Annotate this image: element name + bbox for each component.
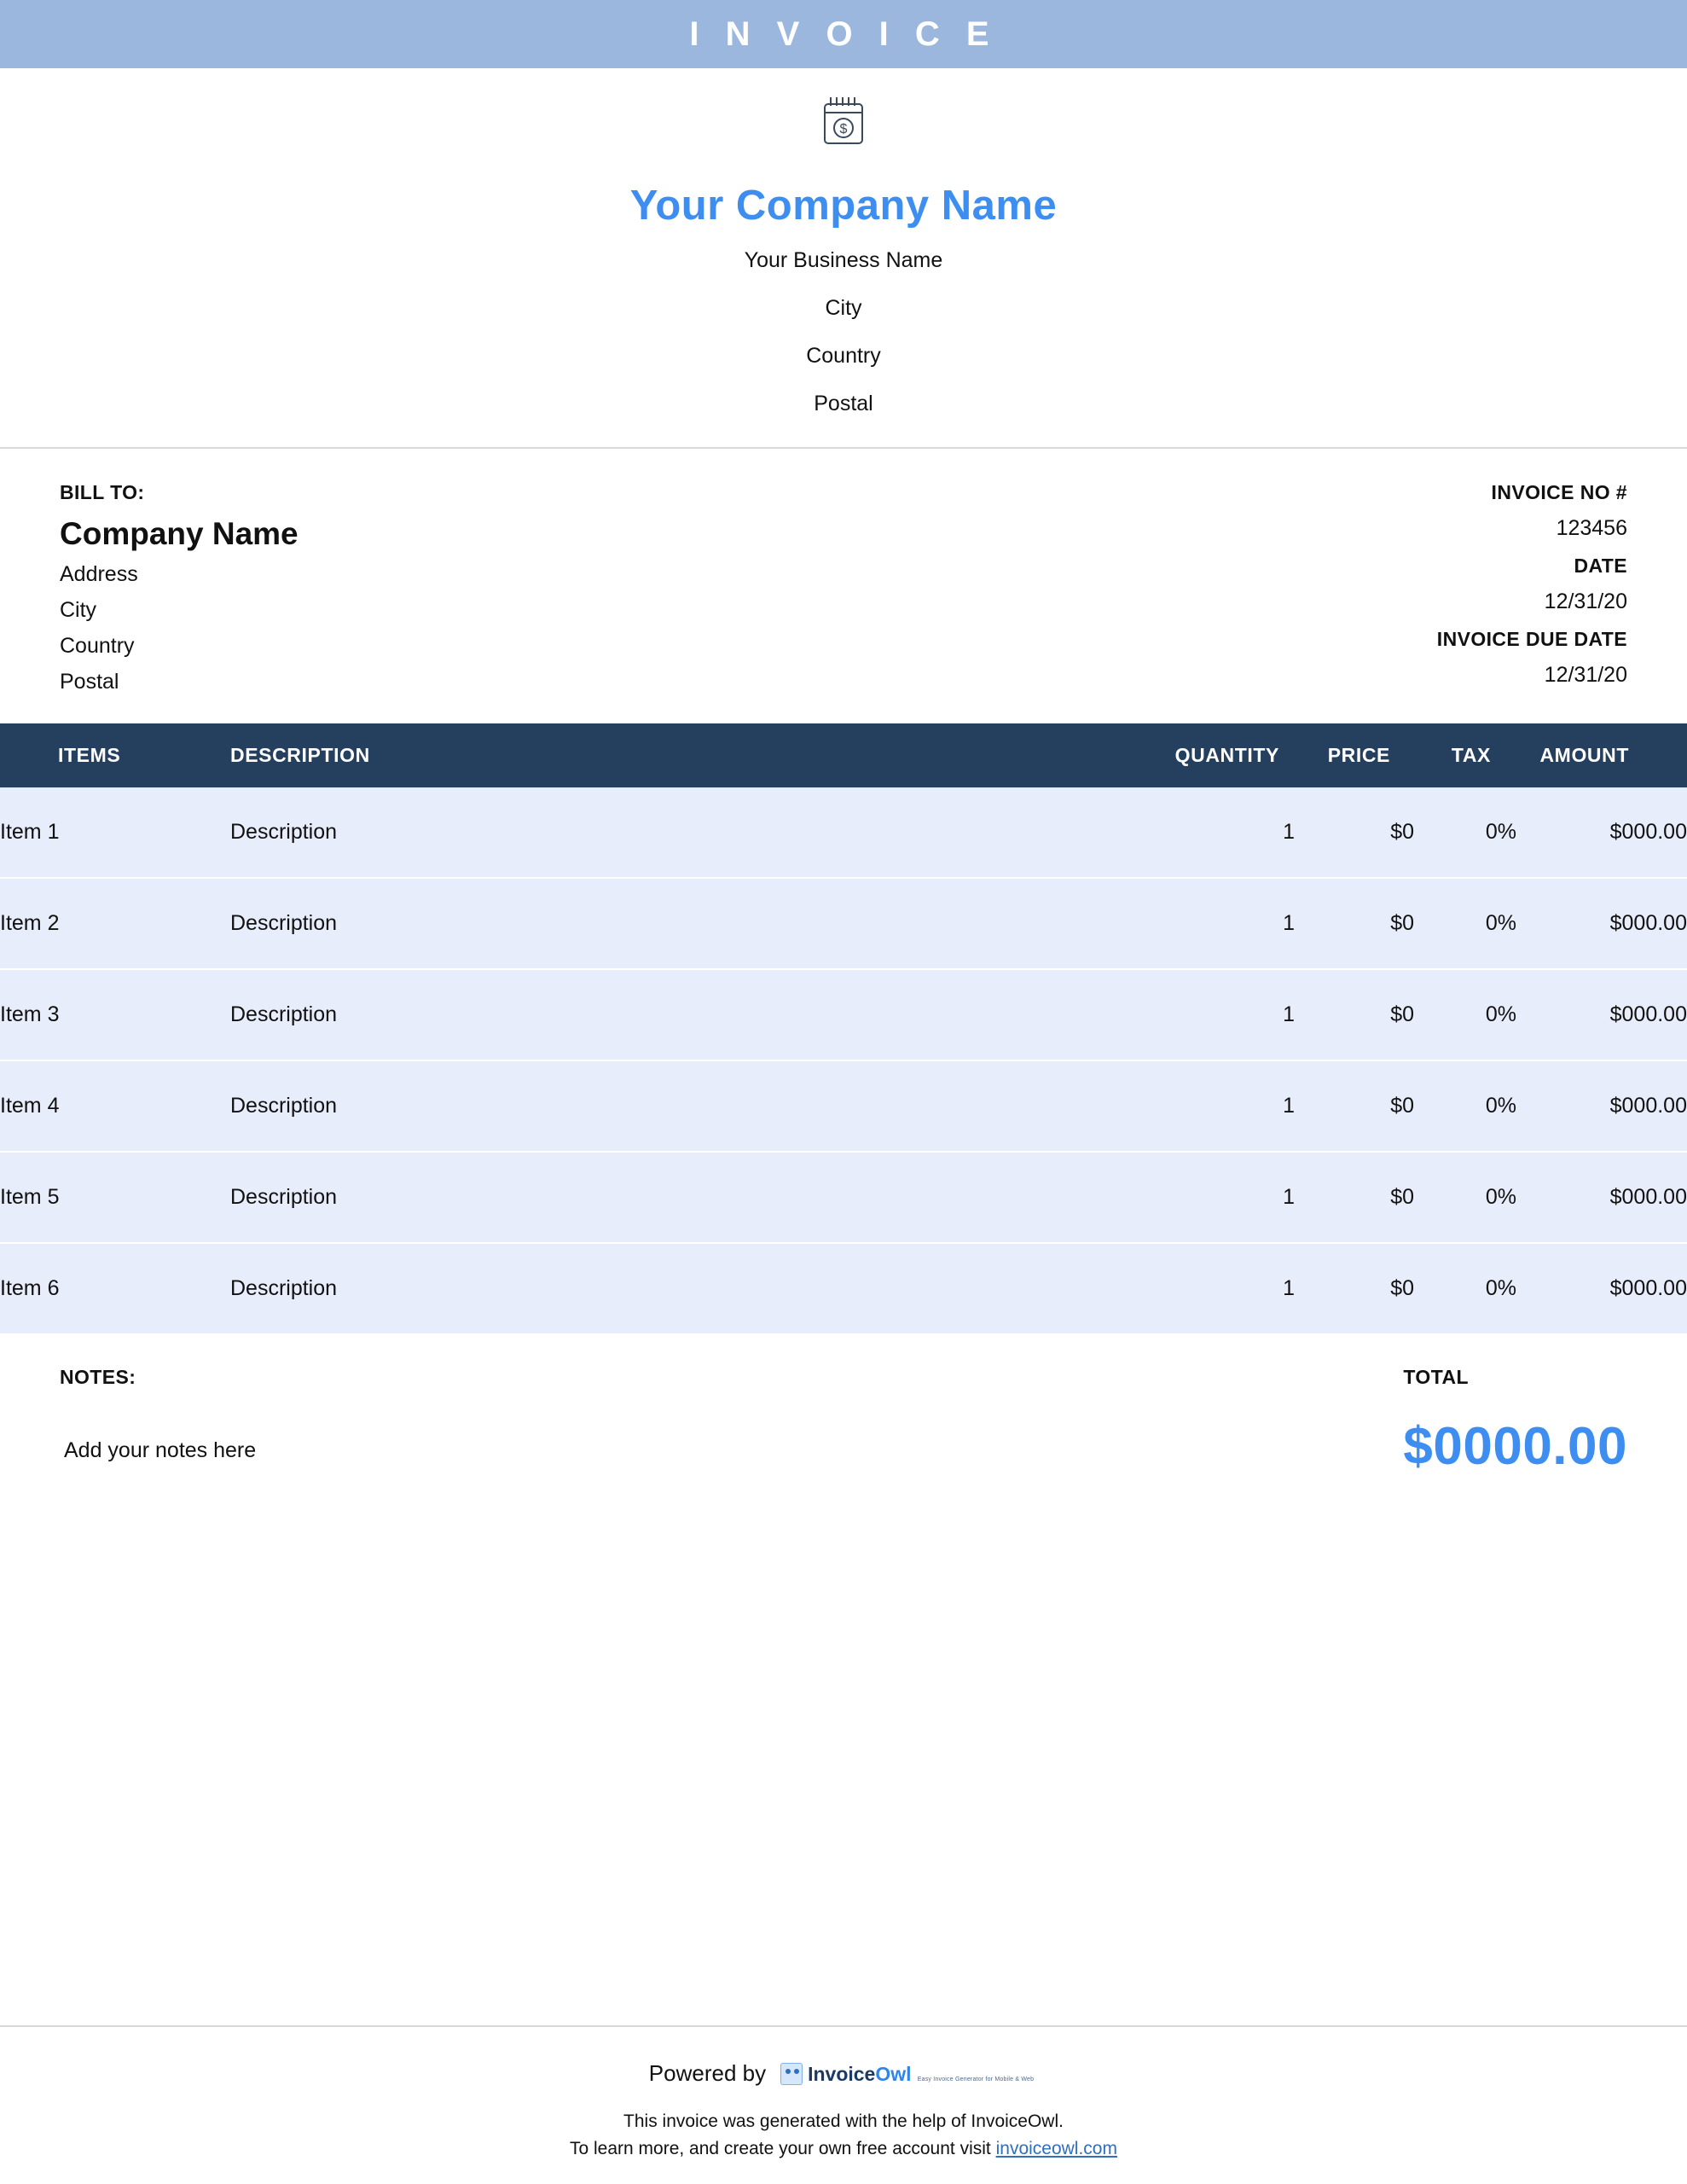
row-item: Item 5 bbox=[0, 1152, 230, 1243]
bill-to-country: Country bbox=[60, 634, 135, 658]
total-block bbox=[1403, 1366, 1627, 1477]
row-tax: 0% bbox=[1414, 1060, 1516, 1152]
invoice-no-value: 123456 bbox=[1556, 516, 1627, 540]
row-tax: 0% bbox=[1414, 878, 1516, 969]
row-amount: $000.00 bbox=[1516, 787, 1687, 878]
invoice-due-date-value: 12/31/20 bbox=[1544, 663, 1627, 687]
footer-note-prefix: To learn more, and create your own free account visit bbox=[570, 2138, 991, 2158]
invoice-date-label: DATE bbox=[1574, 555, 1627, 577]
invoice-title-banner: I N V O I C E bbox=[0, 0, 1687, 68]
row-price: $0 bbox=[1295, 787, 1414, 878]
row-tax: 0% bbox=[1414, 969, 1516, 1060]
row-quantity: 1 bbox=[1133, 969, 1295, 1060]
row-description: Description bbox=[230, 1060, 1133, 1152]
bill-to-postal: Postal bbox=[60, 670, 119, 694]
row-tax: 0% bbox=[1414, 1152, 1516, 1243]
header-amount: AMOUNT bbox=[1516, 723, 1687, 787]
notes-text: Add your notes here bbox=[64, 1438, 257, 1462]
owl-logo-primary: Invoice bbox=[808, 2063, 876, 2085]
invoiceowl-logo bbox=[776, 2058, 1038, 2089]
row-amount: $000.00 bbox=[1516, 1060, 1687, 1152]
header-items: ITEMS bbox=[0, 723, 230, 787]
company-business-name: Your Business Name bbox=[744, 248, 943, 272]
invoice-date-value: 12/31/20 bbox=[1544, 590, 1627, 613]
row-item: Item 6 bbox=[0, 1243, 230, 1334]
owl-icon bbox=[780, 2063, 803, 2085]
table-header-row bbox=[0, 723, 1687, 787]
row-quantity: 1 bbox=[1133, 787, 1295, 878]
header-tax: TAX bbox=[1414, 723, 1516, 787]
row-quantity: 1 bbox=[1133, 1243, 1295, 1334]
powered-by-row bbox=[0, 2058, 1687, 2089]
document-footer bbox=[0, 2025, 1687, 2184]
total-amount: $0000.00 bbox=[1403, 1417, 1627, 1476]
row-item: Item 1 bbox=[0, 787, 230, 878]
bill-to-label: BILL TO: bbox=[60, 481, 145, 503]
invoice-due-date-label: INVOICE DUE DATE bbox=[1436, 628, 1627, 650]
table-row bbox=[0, 1243, 1687, 1334]
table-row bbox=[0, 969, 1687, 1060]
company-country: Country bbox=[806, 344, 881, 368]
bill-to-city: City bbox=[60, 598, 97, 622]
content-spacer bbox=[0, 1477, 1687, 2025]
row-description: Description bbox=[230, 1243, 1133, 1334]
calendar-money-icon bbox=[817, 94, 870, 158]
row-item: Item 3 bbox=[0, 969, 230, 1060]
header-quantity: QUANTITY bbox=[1133, 723, 1295, 787]
row-price: $0 bbox=[1295, 1152, 1414, 1243]
row-amount: $000.00 bbox=[1516, 1152, 1687, 1243]
company-city: City bbox=[825, 296, 862, 320]
notes-label: NOTES: bbox=[60, 1366, 136, 1388]
notes-total-section bbox=[0, 1335, 1687, 1477]
row-description: Description bbox=[230, 1152, 1133, 1243]
header-description: DESCRIPTION bbox=[230, 723, 1133, 787]
logo-wrapper bbox=[0, 94, 1687, 158]
row-price: $0 bbox=[1295, 969, 1414, 1060]
row-tax: 0% bbox=[1414, 787, 1516, 878]
owl-logo-text bbox=[808, 2063, 911, 2085]
row-description: Description bbox=[230, 969, 1133, 1060]
line-items-header bbox=[0, 723, 1687, 787]
header-price: PRICE bbox=[1295, 723, 1414, 787]
notes-block bbox=[60, 1366, 256, 1477]
footer-note-line2 bbox=[0, 2135, 1687, 2163]
invoice-no-label: INVOICE NO # bbox=[1491, 481, 1627, 503]
row-tax: 0% bbox=[1414, 1243, 1516, 1334]
row-price: $0 bbox=[1295, 1243, 1414, 1334]
total-label: TOTAL bbox=[1403, 1366, 1469, 1388]
bill-to-block bbox=[60, 481, 299, 694]
table-row bbox=[0, 878, 1687, 969]
row-quantity: 1 bbox=[1133, 1152, 1295, 1243]
footer-note bbox=[0, 2108, 1687, 2162]
row-amount: $000.00 bbox=[1516, 969, 1687, 1060]
billing-meta-section bbox=[0, 449, 1687, 723]
company-postal: Postal bbox=[814, 392, 873, 415]
table-row bbox=[0, 1152, 1687, 1243]
row-price: $0 bbox=[1295, 878, 1414, 969]
row-price: $0 bbox=[1295, 1060, 1414, 1152]
invoiceowl-link[interactable]: invoiceowl.com bbox=[995, 2138, 1117, 2158]
row-amount: $000.00 bbox=[1516, 878, 1687, 969]
bill-to-company: Company Name bbox=[60, 516, 299, 551]
line-items-body bbox=[0, 787, 1687, 1334]
table-row bbox=[0, 787, 1687, 878]
row-item: Item 2 bbox=[0, 878, 230, 969]
line-items-table bbox=[0, 723, 1687, 1335]
svg-text:$: $ bbox=[839, 122, 848, 136]
powered-by-label: Powered by bbox=[648, 2060, 767, 2086]
invoice-meta-block bbox=[1437, 481, 1627, 694]
footer-note-line1: This invoice was generated with the help of InvoiceOwl. bbox=[623, 2111, 1064, 2131]
owl-logo-tagline: Easy Invoice Generator for Mobile & Web bbox=[917, 2077, 1035, 2082]
row-amount: $000.00 bbox=[1516, 1243, 1687, 1334]
company-name: Your Company Name bbox=[629, 183, 1058, 229]
row-description: Description bbox=[230, 878, 1133, 969]
row-quantity: 1 bbox=[1133, 878, 1295, 969]
owl-logo-textblock bbox=[808, 2060, 1034, 2087]
row-item: Item 4 bbox=[0, 1060, 230, 1152]
company-header bbox=[0, 68, 1687, 449]
row-quantity: 1 bbox=[1133, 1060, 1295, 1152]
bill-to-address: Address bbox=[60, 562, 138, 586]
table-row bbox=[0, 1060, 1687, 1152]
owl-logo-accent: Owl bbox=[875, 2063, 912, 2085]
row-description: Description bbox=[230, 787, 1133, 878]
